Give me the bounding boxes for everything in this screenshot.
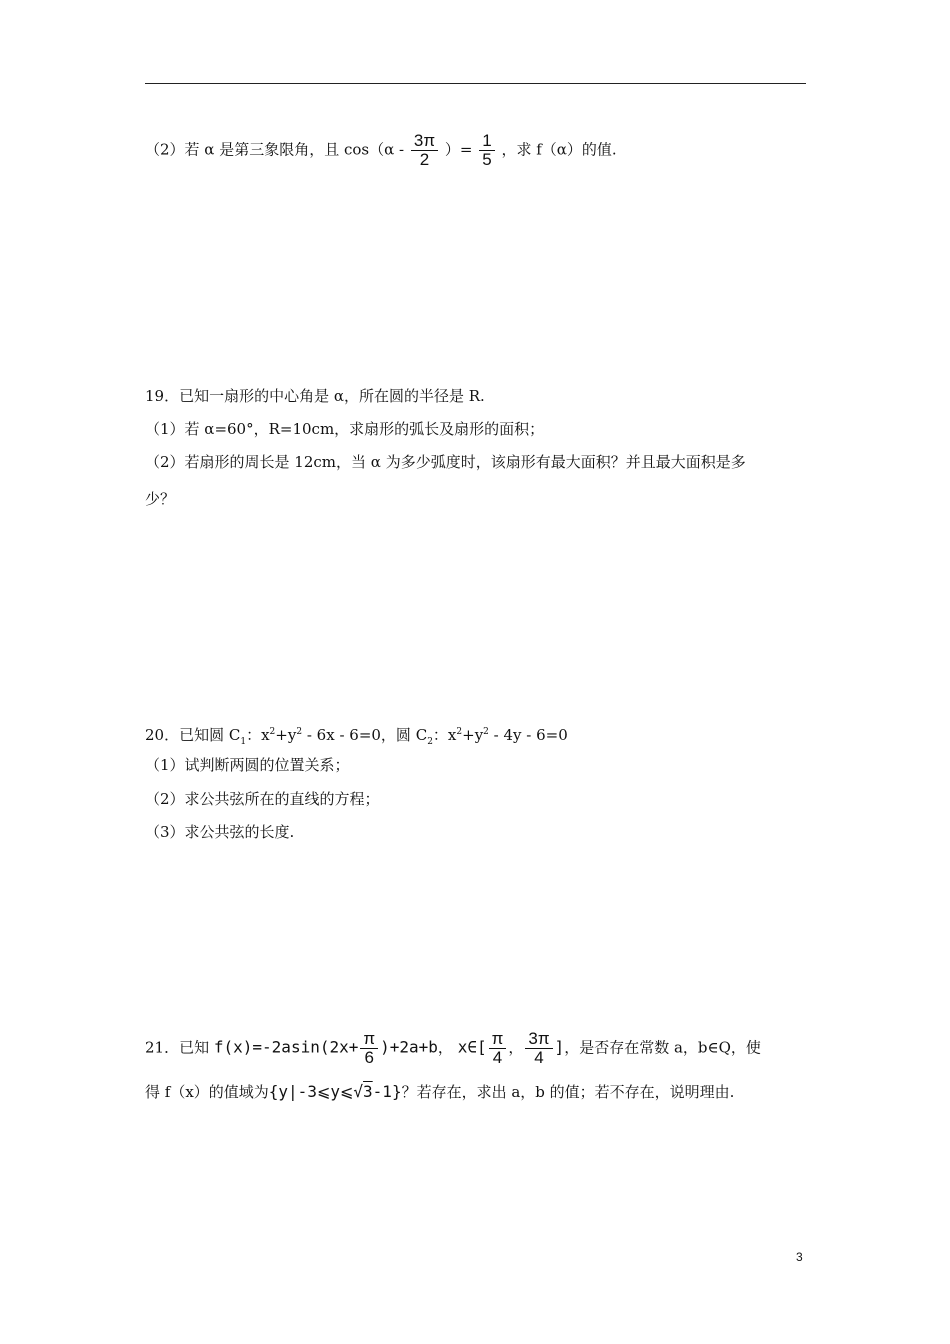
fraction-numerator: π	[360, 1030, 378, 1049]
domain-interval: x∈[	[457, 1037, 487, 1057]
fraction-numerator: 3π	[525, 1030, 552, 1049]
q18-part2-suffix: ，求 f（α）的值.	[501, 140, 617, 159]
q21-number: 21．已知	[145, 1038, 210, 1057]
fraction-numerator: π	[489, 1030, 507, 1049]
q21-line2	[145, 1082, 734, 1102]
sqrt-argument: 3	[363, 1082, 373, 1101]
q20-part1: （1）试判断两圆的位置关系；	[145, 756, 350, 774]
q20-stem-text: - 4y - 6=0	[488, 726, 568, 744]
function-definition: f(x)=-2asin(2x+	[213, 1037, 359, 1057]
q21-text: ？若存在，求出 a，b 的值；若不存在，说明理由.	[401, 1083, 735, 1101]
q19-stem: 19．已知一扇形的中心角是 α，所在圆的半径是 R.	[145, 387, 485, 405]
fraction-numerator: 1	[479, 132, 494, 151]
value-range: {y|-3⩽y⩽	[268, 1082, 354, 1101]
q20-stem	[145, 722, 568, 752]
fraction-pi-over-6	[360, 1030, 378, 1067]
q18-part2-mid: ）=	[444, 140, 473, 159]
fraction-denominator: 2	[419, 150, 430, 169]
q20-stem-text: +y	[275, 726, 297, 744]
fraction-denominator: 4	[492, 1048, 503, 1067]
q18-part2	[145, 132, 617, 169]
fraction-3pi-over-2	[411, 132, 438, 169]
q20-stem-text: ：x	[246, 726, 270, 744]
subscript: 2	[427, 737, 433, 747]
subscript: 1	[240, 737, 247, 747]
separator: ，	[437, 1038, 453, 1057]
q19-part2-line1: （2）若扇形的周长是 12cm，当 α 为多少弧度时，该扇形有最大面积？并且最大面积是多	[145, 453, 746, 471]
fraction-denominator: 4	[534, 1048, 544, 1067]
fraction-pi-over-4	[489, 1030, 507, 1067]
separator: ，	[508, 1038, 524, 1057]
q20-stem-text: ：x	[432, 726, 457, 744]
fraction-numerator: 3π	[411, 132, 438, 151]
q20-part2: （2）求公共弦所在的直线的方程；	[145, 790, 380, 808]
sqrt-symbol: √	[353, 1082, 364, 1101]
page-number: 3	[796, 1250, 803, 1264]
function-definition: )+2a+b	[380, 1037, 438, 1057]
superscript: 2	[456, 727, 463, 737]
q18-part2-prefix: （2）若 α 是第三象限角，且 cos（α -	[145, 140, 405, 159]
q20-stem-text: 20．已知圆 C	[145, 726, 241, 744]
superscript: 2	[483, 727, 489, 737]
fraction-denominator: 6	[364, 1048, 374, 1067]
q19-part1: （1）若 α=60°，R=10cm，求扇形的弧长及扇形的面积；	[145, 420, 545, 438]
fraction-3pi-over-4	[525, 1030, 552, 1067]
q21-text: 得 f（x）的值域为	[145, 1083, 269, 1101]
q20-stem-text: - 6x - 6=0，圆 C	[302, 726, 428, 744]
domain-interval: ]	[554, 1037, 565, 1057]
q21-text: ，是否存在常数 a，b∈Q，使	[564, 1038, 761, 1057]
fraction-1-over-5	[479, 132, 494, 169]
fraction-denominator: 5	[482, 150, 492, 169]
superscript: 2	[269, 727, 276, 737]
header-rule	[145, 83, 806, 84]
value-range: -1}	[372, 1082, 402, 1101]
q20-stem-text: +y	[462, 726, 484, 744]
q21-line1	[145, 1030, 761, 1067]
q19-part2-line2: 少？	[145, 490, 176, 508]
q20-part3: （3）求公共弦的长度.	[145, 823, 295, 841]
superscript: 2	[296, 727, 303, 737]
